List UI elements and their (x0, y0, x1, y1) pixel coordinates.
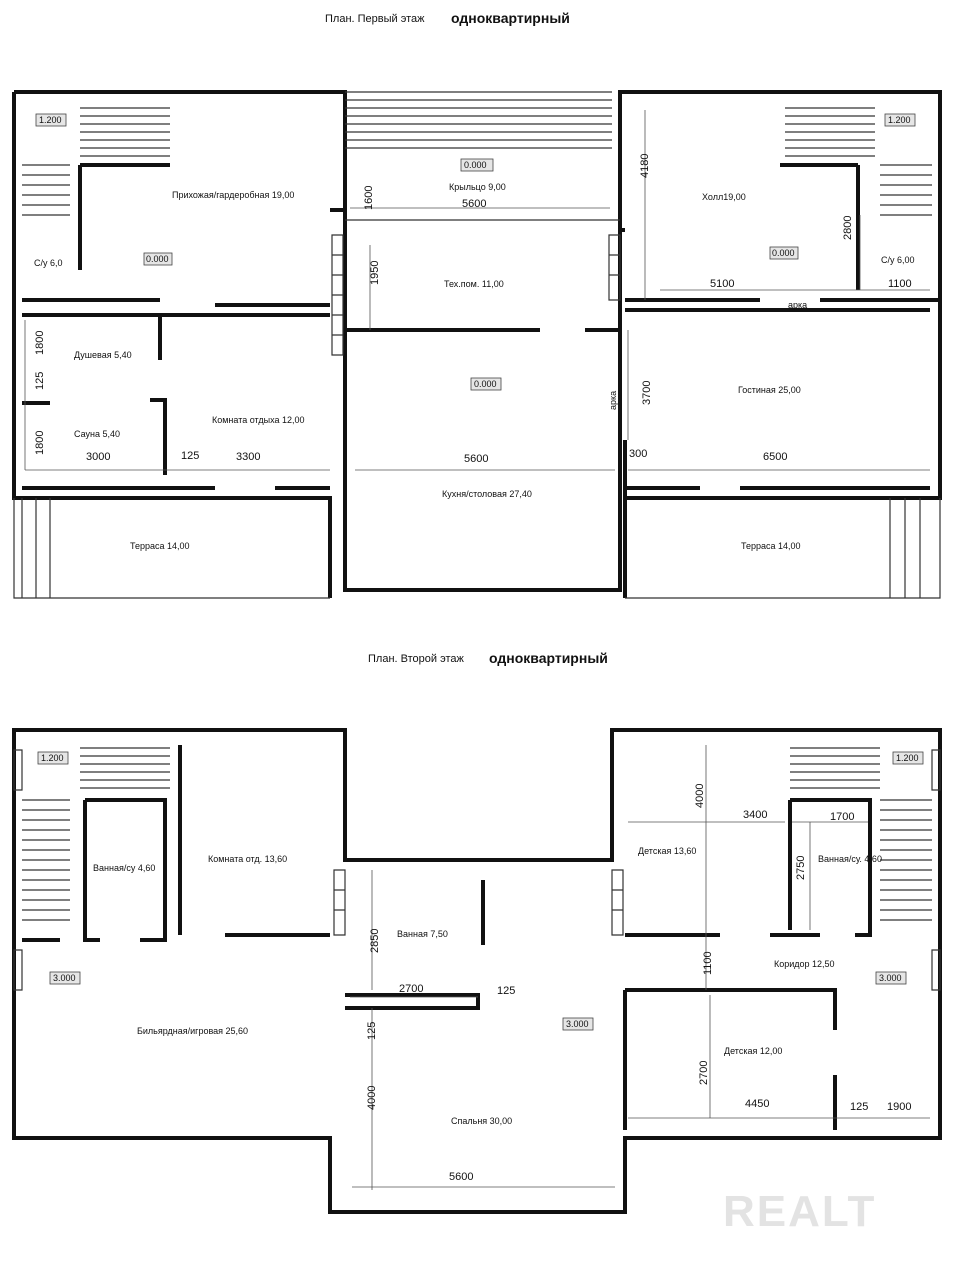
floor2-dimension: 2750 (795, 855, 807, 880)
floor2-room-kids-1: Детская 13,60 (638, 846, 697, 856)
floor2-plan (14, 730, 940, 1212)
floor1-room-rest: Комната отдыха 12,00 (212, 415, 305, 425)
floor1-level-mark: 0.000 (772, 248, 795, 258)
floor2-dimension: 125 (850, 1101, 869, 1113)
floor1-level-mark: 1.200 (888, 115, 911, 125)
floor2-room-rest: Комната отд. 13,60 (208, 854, 288, 864)
floor1-dimension: 5600 (464, 453, 489, 465)
floor2-dimension: 5600 (449, 1171, 474, 1183)
floor1-dimension: 1800 (34, 430, 46, 455)
watermark-logo: REALT (723, 1187, 877, 1236)
floor1-room-kitchen: Кухня/столовая 27,40 (442, 489, 532, 499)
floor1-room-living: Гостиная 25,00 (738, 385, 801, 395)
floor2-level-mark: 1.200 (896, 753, 919, 763)
floor1-room-tech: Тех.пом. 11,00 (444, 279, 504, 289)
floor2-dimension: 4450 (745, 1098, 770, 1110)
floor2-dimension: 2850 (369, 928, 381, 953)
floor1-room-wc-left: С/у 6,0 (34, 258, 63, 268)
floor1-dimension: 1600 (363, 185, 375, 210)
floor1-room-hall: Холл19,00 (702, 192, 746, 202)
floor1-level-mark: 1.200 (39, 115, 62, 125)
floor1-level-mark: 0.000 (464, 160, 487, 170)
floor1-dimension: 1950 (369, 260, 381, 285)
floor2-dimension: 1100 (702, 951, 714, 975)
floor1-level-mark: 0.000 (146, 254, 169, 264)
floor2-dimension: 125 (366, 1021, 378, 1040)
floor1-room-terrace-right: Терраса 14,00 (741, 541, 801, 551)
floor1-room-sauna: Сауна 5,40 (74, 429, 120, 439)
floor2-level-mark: 3.000 (566, 1019, 589, 1029)
floor1-arch-label: арка (788, 300, 808, 310)
floor1-room-wc-right: С/у 6,00 (881, 255, 915, 265)
floor1-dimension: 1100 (888, 278, 912, 290)
floor2-dimension: 4000 (694, 783, 706, 808)
floor1-dimension: 4180 (639, 153, 651, 178)
floor1-dimension: 3700 (641, 380, 653, 405)
floor2-dimension: 2700 (698, 1060, 710, 1085)
floor1-title-suffix: одноквартирный (451, 10, 570, 26)
floor1-level-mark: 0.000 (474, 379, 497, 389)
floor1-room-shower: Душевая 5,40 (74, 350, 132, 360)
floor2-dimension: 1700 (830, 811, 855, 823)
floor1-dimension: 125 (181, 450, 200, 462)
floor1-dimension: 300 (629, 448, 648, 460)
floor1-room-porch: Крыльцо 9,00 (449, 182, 506, 192)
floor1-arch-label-vertical: арка (608, 390, 618, 410)
floor2-dimension: 2700 (399, 983, 424, 995)
floor2-room-bath-left: Ванная/су 4,60 (93, 863, 156, 873)
floor1-dimension: 6500 (763, 451, 788, 463)
floor2-title-prefix: План. Второй этаж (368, 653, 464, 665)
floor2-title-suffix: одноквартирный (489, 650, 608, 666)
floor2-dimension: 125 (497, 985, 516, 997)
floor2-room-bedroom: Спальня 30,00 (451, 1116, 513, 1126)
floor2-level-mark: 1.200 (41, 753, 64, 763)
floor1-room-terrace-left: Терраса 14,00 (130, 541, 190, 551)
floor2-level-mark: 3.000 (53, 973, 76, 983)
floor1-dimension: 2800 (842, 215, 854, 240)
floor2-dimension: 3400 (743, 809, 768, 821)
floor2-room-bath-right: Ванная/су. 4,60 (818, 854, 882, 864)
floor2-room-bath-center: Ванная 7,50 (397, 929, 448, 939)
floor2-room-corridor: Коридор 12,50 (774, 959, 835, 969)
floor1-room-hall-wardrobe: Прихожая/гардеробная 19,00 (172, 190, 295, 200)
floor2-dimension: 1900 (887, 1101, 912, 1113)
floor2-room-kids-2: Детская 12,00 (724, 1046, 783, 1056)
floor1-dimension: 1800 (34, 330, 46, 355)
floor1-dimension: 125 (34, 371, 46, 390)
floor2-level-mark: 3.000 (879, 973, 902, 983)
floor1-title-prefix: План. Первый этаж (325, 13, 425, 25)
floor1-dimension: 5100 (710, 278, 735, 290)
floor1-dimension: 3000 (86, 451, 111, 463)
floor2-dimension: 4000 (366, 1085, 378, 1110)
floor2-room-billiard: Бильярдная/игровая 25,60 (137, 1026, 249, 1036)
floor1-dimension: 5600 (462, 198, 487, 210)
floor1-dimension: 3300 (236, 451, 261, 463)
